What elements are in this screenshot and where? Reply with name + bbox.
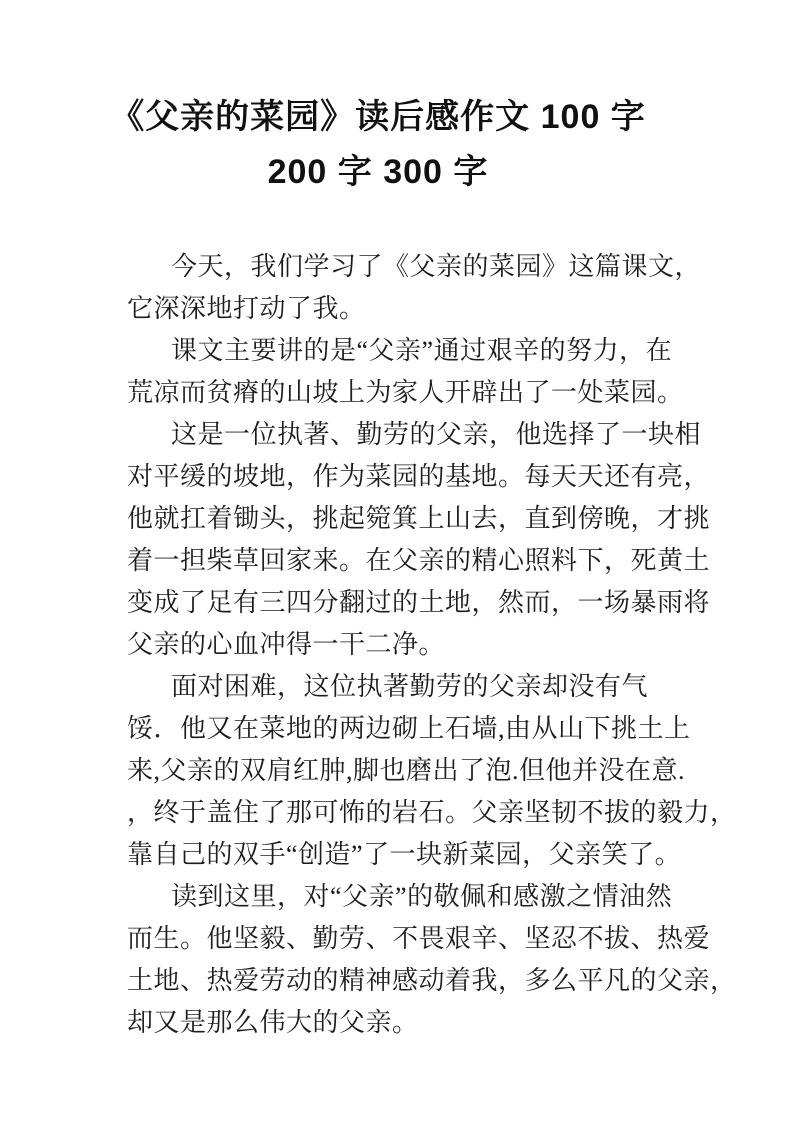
text-line: 馁．他又在菜地的两边砌上石墙,由从山下挑土上 xyxy=(127,714,691,743)
paragraph xyxy=(127,666,737,876)
text-line: 着一担柴草回家来。在父亲的精心照料下，死黄土 xyxy=(127,546,711,575)
text-line: 读到这里，对“父亲”的敬佩和感激之情油然 xyxy=(171,882,673,911)
text-line: 课文主要讲的是“父亲”通过艰辛的努力，在 xyxy=(171,336,673,365)
text-line: 靠自己的双手“创造”了一块新菜园，父亲笑了。 xyxy=(127,840,682,869)
paragraph xyxy=(127,246,717,330)
text-line: 荒凉而贫瘠的山坡上为家人开辟出了一处菜园。 xyxy=(127,378,684,407)
paragraph xyxy=(127,330,717,414)
text-line: 土地、热爱劳动的精神感动着我，多么平凡的父亲， xyxy=(127,966,737,995)
text-line: 这是一位执著、勤劳的父亲，他选择了一块相 xyxy=(171,420,702,449)
text-line: 来,父亲的双肩红肿,脚也磨出了泡.但他并没在意. xyxy=(127,756,686,785)
text-line: 却又是那么伟大的父亲。 xyxy=(127,1008,419,1037)
text-line: ，终于盖住了那可怖的岩石。父亲坚韧不拔的毅力， xyxy=(127,798,737,827)
title-line-1: 《父亲的菜园》读后感作文 100 字 xyxy=(110,98,646,136)
paragraph xyxy=(127,876,737,1044)
title-line-2: 200 字 300 字 xyxy=(267,153,489,191)
document-body xyxy=(127,246,737,1044)
text-line: 父亲的心血冲得一干二净。 xyxy=(127,630,446,659)
text-line: 对平缓的坡地，作为菜园的基地。每天天还有亮， xyxy=(127,462,711,491)
paragraph xyxy=(127,414,717,666)
text-line: 今天，我们学习了《父亲的菜园》这篇课文， xyxy=(171,252,702,281)
text-line: 它深深地打动了我。 xyxy=(127,294,366,323)
text-line: 而生。他坚毅、勤劳、不畏艰辛、坚忍不拔、热爱 xyxy=(127,924,711,953)
text-line: 变成了足有三四分翻过的土地，然而，一场暴雨将 xyxy=(127,588,711,617)
document-title xyxy=(0,0,778,200)
text-line: 他就扛着锄头，挑起箢箕上山去，直到傍晚，才挑 xyxy=(127,504,711,533)
text-line: 面对困难，这位执著勤劳的父亲却没有气 xyxy=(171,672,649,701)
